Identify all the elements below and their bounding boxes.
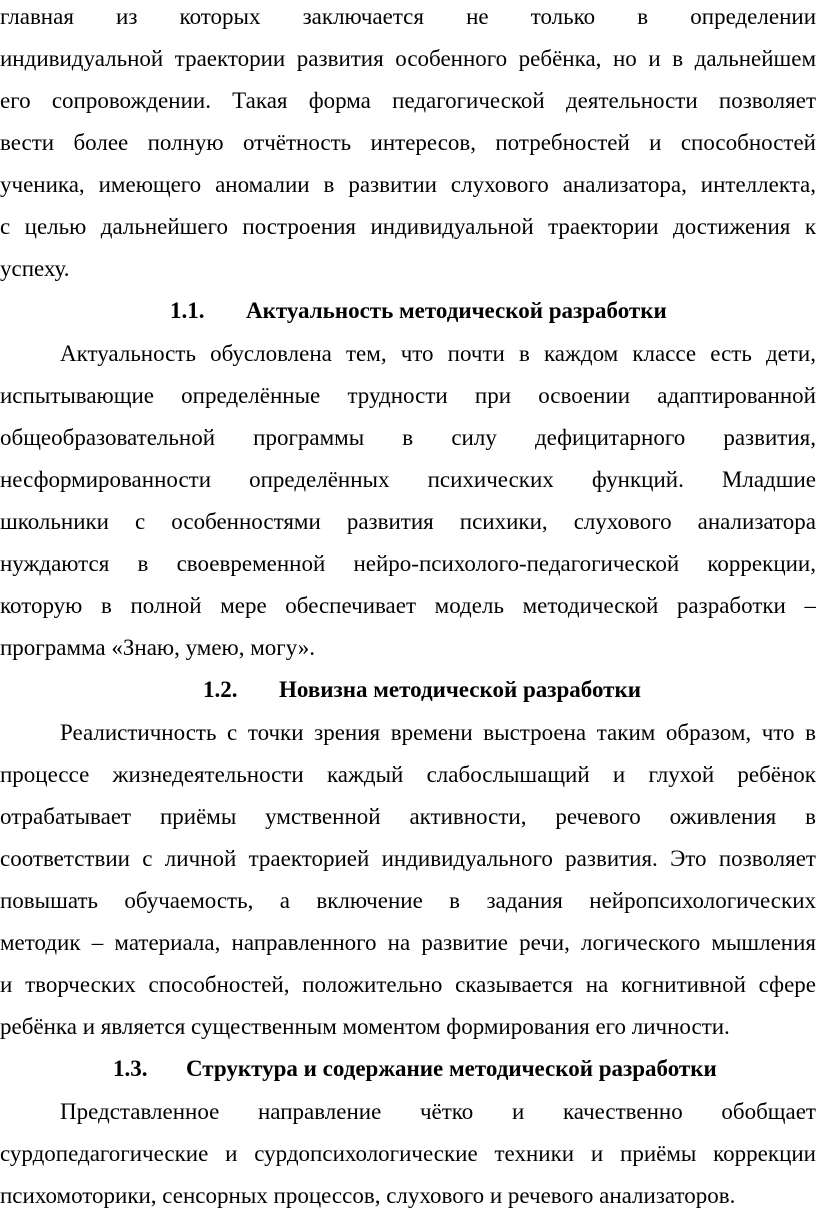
text-line: психомоторики, сенсорных процессов, слухового и речевого анализаторов. [0, 1183, 736, 1208]
section-heading-1-3 [113, 1048, 803, 1090]
section-heading-1-1 [170, 290, 790, 332]
text-line: и творческих способностей, положительно сказывается на когнитивной сфере [0, 972, 816, 997]
text-line: индивидуальной траектории развития особенного ребёнка, но и в дальнейшем [0, 46, 816, 71]
text-line: главная из которых заключается не только в определении [0, 4, 816, 29]
text-line: несформированности определённых психических функций. Младшие [0, 467, 816, 492]
text-line: вести более полную отчётность интересов, потребностей и способностей [0, 130, 816, 155]
text-line: Реалистичность с точки зрения времени выстроена таким образом, что в [60, 720, 816, 745]
text-line: сурдопедагогические и сурдопсихологические техники и приёмы коррекции [0, 1141, 816, 1166]
text-line: соответствии с личной траекторией индивидуального развития. Это позволяет [0, 846, 816, 871]
text-line: процессе жизнедеятельности каждый слабослышащий и глухой ребёнок [0, 762, 816, 787]
text-line: ученика, имеющего аномалии в развитии слухового анализатора, интеллекта, [0, 172, 816, 197]
text-line: школьники с особенностями развития психики, слухового анализатора [0, 509, 816, 534]
section-number: 1.3. [113, 1056, 148, 1081]
text-line: его сопровождении. Такая форма педагогической деятельности позволяет [0, 88, 816, 113]
text-line: успеху. [0, 256, 70, 281]
section-title: Новизна методической разработки [279, 677, 641, 702]
text-line: программа «Знаю, умею, могу». [0, 635, 316, 660]
text-line: испытывающие определённые трудности при освоении адаптированной [0, 383, 816, 408]
text-line: которую в полной мере обеспечивает модель методической разработки – [0, 593, 816, 618]
text-line: отрабатывает приёмы умственной активности, речевого оживления в [0, 804, 816, 829]
text-line: общеобразовательной программы в силу дефицитарного развития, [0, 425, 816, 450]
section-number: 1.2. [203, 677, 238, 702]
section-heading-1-2 [203, 669, 803, 711]
text-line: методик – материала, направленного на развитие речи, логического мышления [0, 930, 816, 955]
section-number: 1.1. [170, 298, 205, 323]
text-line: нуждаются в своевременной нейро-психолого-педагогической коррекции, [0, 551, 816, 576]
section-title: Актуальность методической разработки [246, 298, 667, 323]
text-line: ребёнка и является существенным моментом формирования его личности. [0, 1014, 730, 1039]
text-line: Актуальность обусловлена тем, что почти в каждом классе есть дети, [60, 341, 816, 366]
text-line: с целью дальнейшего построения индивидуальной траектории достижения к [0, 214, 816, 239]
section-title: Структура и содержание методической разработки [186, 1056, 717, 1081]
text-line: Представленное направление чётко и качественно обобщает [60, 1099, 816, 1124]
text-line: повышать обучаемость, а включение в задания нейропсихологических [0, 888, 816, 913]
